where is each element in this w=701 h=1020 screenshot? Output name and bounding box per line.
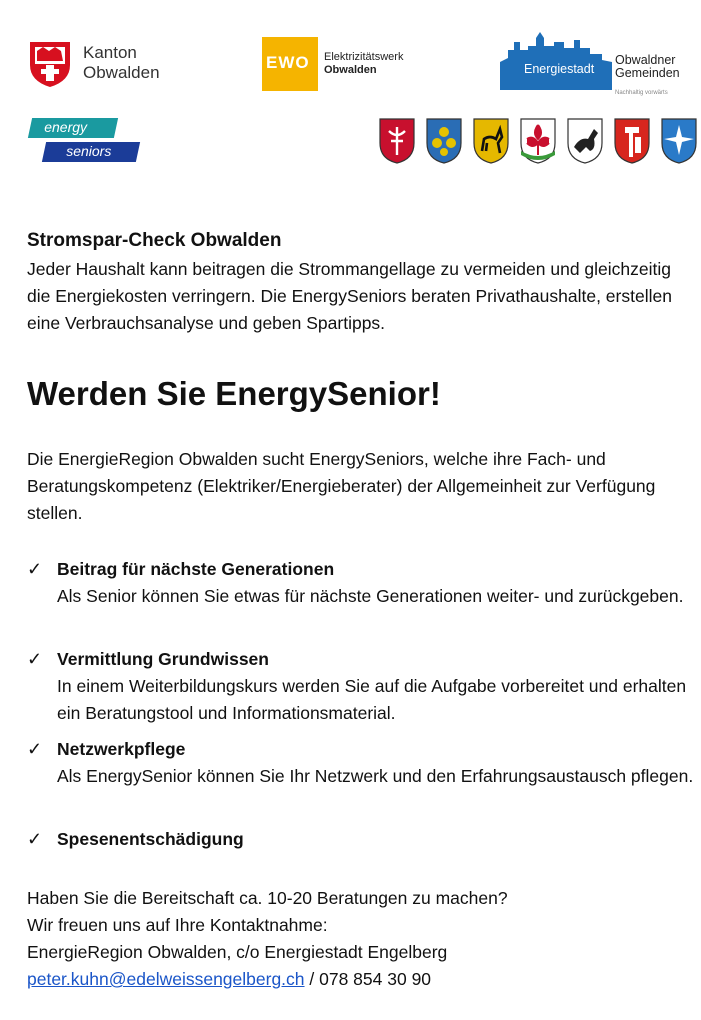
contact-phone: / 078 854 30 90 bbox=[304, 969, 432, 989]
ewo-mark-text: EWO bbox=[266, 53, 310, 72]
ewo-line-2: Obwalden bbox=[324, 64, 377, 76]
benefit-title: Beitrag für nächste Generationen bbox=[57, 559, 335, 579]
checkmark-icon: ✓ bbox=[27, 559, 43, 579]
kanton-line-2: Obwalden bbox=[83, 63, 160, 82]
contact-invite: Wir freuen uns auf Ihre Kontaktnahme: bbox=[27, 915, 328, 935]
contact-question: Haben Sie die Bereitschaft ca. 10-20 Beratungen zu machen? bbox=[27, 888, 508, 908]
benefit-item-generations bbox=[27, 556, 692, 636]
energy-seniors-logo bbox=[24, 116, 128, 168]
energy-seniors-bottom-bar bbox=[42, 142, 140, 162]
benefit-body: Als Senior können Sie etwas für nächste Generationen weiter- und zurückgeben. bbox=[57, 586, 684, 606]
checkmark-icon: ✓ bbox=[27, 829, 43, 849]
contact-email-link[interactable]: peter.kuhn@edelweissengelberg.ch bbox=[27, 969, 305, 989]
energiestadt-line-1: Obwaldner bbox=[615, 53, 676, 67]
ewo-wordmark bbox=[324, 51, 403, 77]
engelberg-crest-icon bbox=[660, 117, 698, 165]
contact-block bbox=[27, 885, 692, 993]
energy-seniors-bottom-text: seniors bbox=[66, 143, 112, 159]
intro-paragraph: Jeder Haushalt kann beitragen die Strommangellage zu vermeiden und gleichzeitig die Energiekosten verringern. Die EnergySeniors beraten Privathaushalte, erstellen eine Verbrauchsanalyse und geben Spartipps. bbox=[27, 259, 672, 333]
benefit-item-expenses bbox=[27, 826, 692, 856]
sachseln-crest-icon bbox=[472, 117, 510, 165]
description-paragraph: Die EnergieRegion Obwalden sucht EnergySeniors, welche ihre Fach- und Beratungskompetenz (Elektriker/Energieberater) der Allgemeinheit zur Verfügung stellen. bbox=[27, 449, 656, 523]
energiestadt-wordmark bbox=[615, 54, 680, 80]
section-subtitle: Stromspar-Check Obwalden bbox=[27, 230, 282, 251]
energy-seniors-top-text: energy bbox=[44, 119, 88, 135]
lungern-crest-icon bbox=[613, 117, 651, 165]
benefit-body: Als EnergySenior können Sie Ihr Netzwerk und den Erfahrungsaustausch pflegen. bbox=[57, 766, 694, 786]
checkmark-icon: ✓ bbox=[27, 649, 43, 669]
energiestadt-label: Energiestadt bbox=[524, 62, 595, 76]
city-skyline-icon bbox=[498, 28, 614, 90]
ewo-line-1: Elektrizitätswerk bbox=[324, 51, 404, 63]
ewo-logo bbox=[262, 37, 442, 93]
contact-organization: EnergieRegion Obwalden, c/o Energiestadt Engelberg bbox=[27, 942, 448, 962]
kanton-line-1: Kanton bbox=[83, 43, 137, 62]
energy-seniors-top-bar bbox=[28, 118, 118, 138]
energiestadt-tagline: Nachhaltig vorwärts bbox=[615, 90, 668, 96]
benefit-title: Vermittlung Grundwissen bbox=[57, 649, 269, 669]
main-headline: Werden Sie EnergySenior! bbox=[27, 375, 441, 412]
kanton-obwalden-logo bbox=[27, 37, 197, 93]
checkmark-icon: ✓ bbox=[27, 739, 43, 759]
kerns-crest-icon bbox=[425, 117, 463, 165]
municipality-crests bbox=[378, 117, 693, 169]
ewo-mark bbox=[262, 37, 318, 91]
energiestadt-line-2: Gemeinden bbox=[615, 66, 680, 80]
energiestadt-logo bbox=[498, 28, 688, 100]
benefit-item-network bbox=[27, 736, 692, 816]
benefit-body: In einem Weiterbildungskurs werden Sie auf die Aufgabe vorbereitet und erhalten ein Beratungstool und Informationsmaterial. bbox=[57, 676, 687, 723]
kanton-wordmark bbox=[83, 43, 160, 83]
kanton-shield-icon bbox=[27, 39, 73, 89]
benefit-title: Spesenentschädigung bbox=[57, 829, 244, 849]
giswil-crest-icon bbox=[566, 117, 604, 165]
contact-line bbox=[27, 966, 692, 993]
benefit-item-knowledge bbox=[27, 646, 692, 726]
alpnach-crest-icon bbox=[519, 117, 557, 165]
sarnen-crest-icon bbox=[378, 117, 416, 165]
benefit-title: Netzwerkpflege bbox=[57, 739, 186, 759]
